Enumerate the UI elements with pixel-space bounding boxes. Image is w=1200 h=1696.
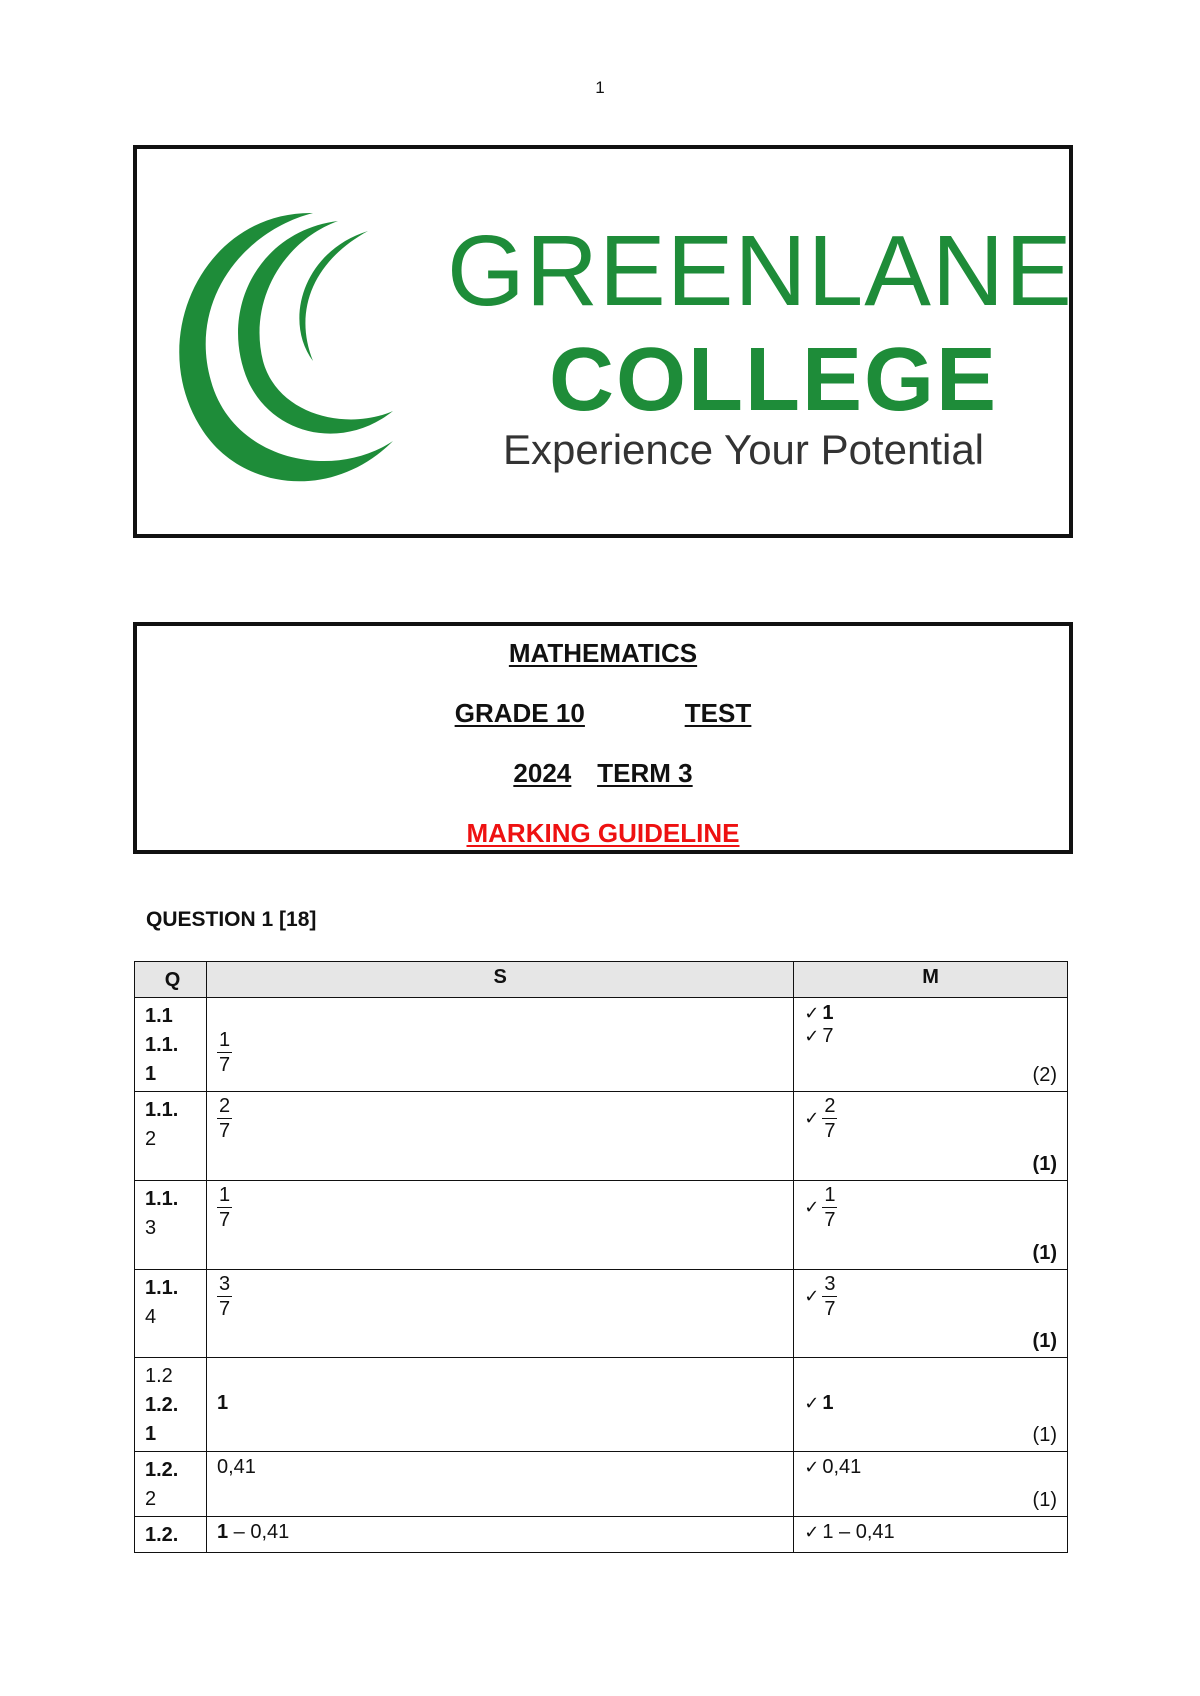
table-row — [135, 1452, 1068, 1517]
mark-total: (1) — [1032, 1424, 1057, 1446]
marks-cell: ✓ $\frac{3}{7}$ (1) — [794, 1270, 1068, 1358]
year-label: 2024 — [513, 758, 572, 788]
marks-cell: ✓ $\frac{2}{7}$ (1) — [794, 1092, 1068, 1181]
solution-cell: 1 — [206, 1358, 793, 1452]
table-row — [135, 998, 1068, 1092]
marks-cell: ✓ $\frac{1}{7}$ (1) — [794, 1181, 1068, 1270]
table-row — [135, 1358, 1068, 1452]
marks-cell: ✓ 0,41 (1) — [794, 1452, 1068, 1517]
question-number-cell: 1.1 1.1. 1 — [135, 998, 207, 1092]
marking-table — [134, 961, 1068, 1553]
solution-cell — [206, 1181, 793, 1270]
question-number-cell: 1.2. — [135, 1517, 207, 1553]
check-icon: ✓ — [804, 1522, 820, 1543]
table-row — [135, 1270, 1068, 1358]
solution-fraction: $\frac{1}{7}$ — [218, 1029, 231, 1076]
solution-cell: 1 – 0,41 — [206, 1517, 793, 1553]
mark-total: (1) — [1032, 1153, 1057, 1175]
solution-fraction: $\frac{2}{7}$ — [218, 1095, 231, 1142]
grade-test-line — [137, 700, 1069, 726]
logo-school-name-line2: COLLEGE — [549, 330, 999, 430]
mark-total: (1) — [1032, 1330, 1057, 1352]
check-icon: ✓ — [804, 1286, 820, 1307]
question-number-cell: 1.2. 2 — [135, 1452, 207, 1517]
table-row — [135, 1181, 1068, 1270]
document-title-box — [133, 622, 1073, 854]
test-label: TEST — [684, 698, 752, 728]
page-number: 1 — [595, 78, 605, 97]
question-number-cell: 1.1. 4 — [135, 1270, 207, 1358]
logo-school-name-line1: GREENLANE — [447, 215, 1073, 327]
check-icon: ✓ — [804, 1003, 820, 1024]
question-number-cell: 1.1. 2 — [135, 1092, 207, 1181]
marking-guideline-title: MARKING GUIDELINE — [466, 818, 740, 848]
marks-cell: ✓ 1 ✓ 7 (2) — [794, 998, 1068, 1092]
check-icon: ✓ — [804, 1026, 820, 1047]
header-q: Q — [135, 962, 207, 998]
table-header-row — [135, 962, 1068, 998]
check-icon: ✓ — [804, 1393, 820, 1414]
marks-cell: ✓ 1 (1) — [794, 1358, 1068, 1452]
year-term-line — [137, 760, 1069, 786]
mark-total: (1) — [1032, 1489, 1057, 1511]
check-icon: ✓ — [804, 1197, 820, 1218]
question-heading: QUESTION 1 [18] — [146, 908, 317, 931]
solution-cell — [206, 998, 793, 1092]
check-icon: ✓ — [804, 1108, 820, 1129]
crescent-logo-icon — [163, 201, 403, 501]
marks-cell: ✓ 1 – 0,41 — [794, 1517, 1068, 1553]
school-logo-banner — [133, 145, 1073, 538]
question-number-cell: 1.1. 3 — [135, 1181, 207, 1270]
table-row — [135, 1092, 1068, 1181]
logo-tagline: Experience Your Potential — [503, 426, 985, 473]
solution-cell — [206, 1270, 793, 1358]
grade-label: GRADE 10 — [454, 698, 585, 728]
subject-title: MATHEMATICS — [508, 638, 698, 668]
mark-total: (2) — [1032, 1064, 1057, 1086]
question-number-cell: 1.2 1.2. 1 — [135, 1358, 207, 1452]
solution-cell: 0,41 — [206, 1452, 793, 1517]
header-m: M — [794, 962, 1068, 998]
solution-fraction: $\frac{1}{7}$ — [218, 1184, 231, 1231]
header-s: S — [206, 962, 793, 998]
term-label: TERM 3 — [597, 758, 693, 788]
solution-fraction: $\frac{3}{7}$ — [218, 1273, 231, 1320]
mark-total: (1) — [1032, 1242, 1057, 1264]
solution-cell — [206, 1092, 793, 1181]
table-row — [135, 1517, 1068, 1553]
check-icon: ✓ — [804, 1457, 820, 1478]
